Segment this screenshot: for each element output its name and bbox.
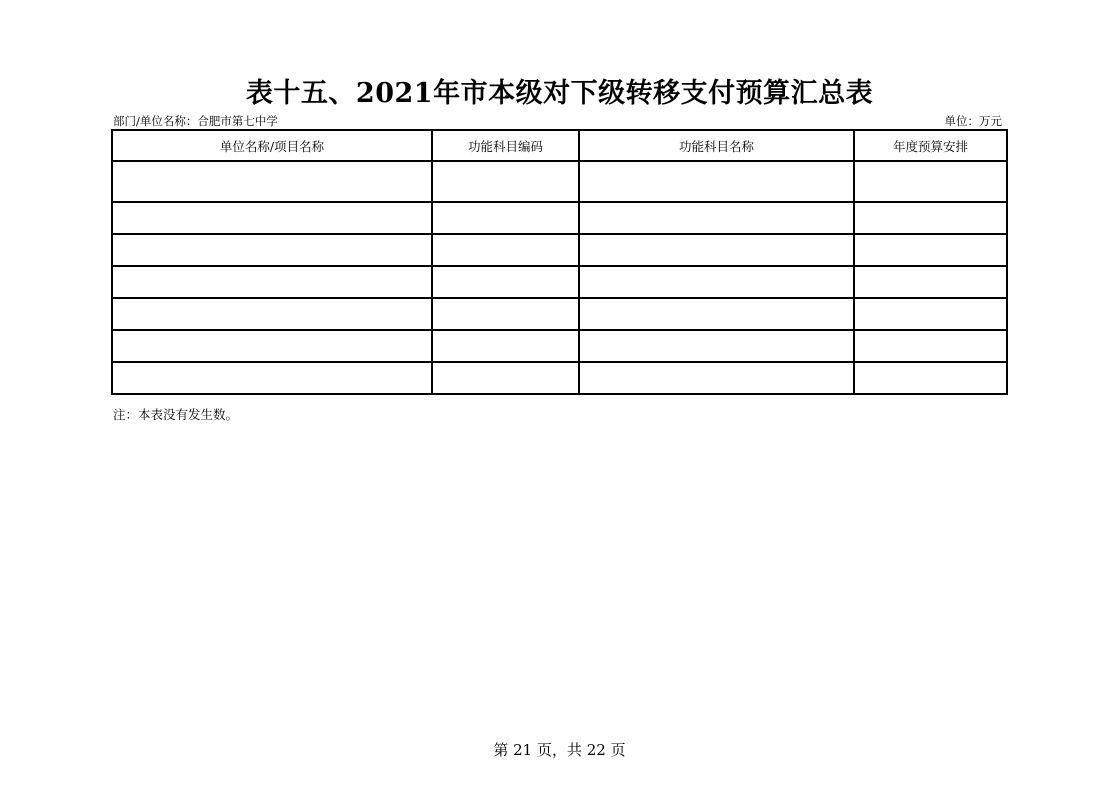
table-cell (432, 266, 579, 298)
table-cell (579, 298, 854, 330)
table-note: 注：本表没有发生数。 (113, 407, 239, 422)
table-cell (432, 234, 579, 266)
table-row (112, 266, 1007, 298)
table-row (112, 330, 1007, 362)
unit-label: 单位：万元 (944, 114, 1002, 128)
table-cell (579, 202, 854, 234)
table-row (112, 202, 1007, 234)
table-row (112, 234, 1007, 266)
table-cell (112, 362, 432, 394)
table-cell (579, 234, 854, 266)
table-cell (112, 298, 432, 330)
table-cell (579, 330, 854, 362)
table-cell (854, 202, 1007, 234)
table-cell (854, 234, 1007, 266)
table-cell (854, 362, 1007, 394)
table-row (112, 362, 1007, 394)
table-cell (112, 202, 432, 234)
table-cell (112, 234, 432, 266)
table-cell (854, 330, 1007, 362)
table-cell (432, 330, 579, 362)
header-unit-project-name: 单位名称/项目名称 (112, 130, 432, 161)
table-cell (432, 202, 579, 234)
table-header-row (112, 130, 1007, 161)
budget-table (111, 129, 1008, 395)
header-annual-budget: 年度预算安排 (854, 130, 1007, 161)
table-cell (854, 298, 1007, 330)
table-cell (432, 362, 579, 394)
table-cell (112, 266, 432, 298)
table-cell (579, 266, 854, 298)
page-title: 表十五、2021年市本级对下级转移支付预算汇总表 (245, 78, 874, 109)
page-number-footer: 第 21 页，共 22 页 (493, 741, 626, 759)
table-row (112, 161, 1007, 202)
table-cell (432, 161, 579, 202)
header-function-name: 功能科目名称 (579, 130, 854, 161)
table-cell (432, 298, 579, 330)
header-function-code: 功能科目编码 (432, 130, 579, 161)
department-label: 部门/单位名称：合肥市第七中学 (113, 114, 278, 128)
table-cell (854, 161, 1007, 202)
table-cell (579, 161, 854, 202)
table-cell (854, 266, 1007, 298)
table-cell (112, 330, 432, 362)
table-row (112, 298, 1007, 330)
table-cell (579, 362, 854, 394)
table-cell (112, 161, 432, 202)
